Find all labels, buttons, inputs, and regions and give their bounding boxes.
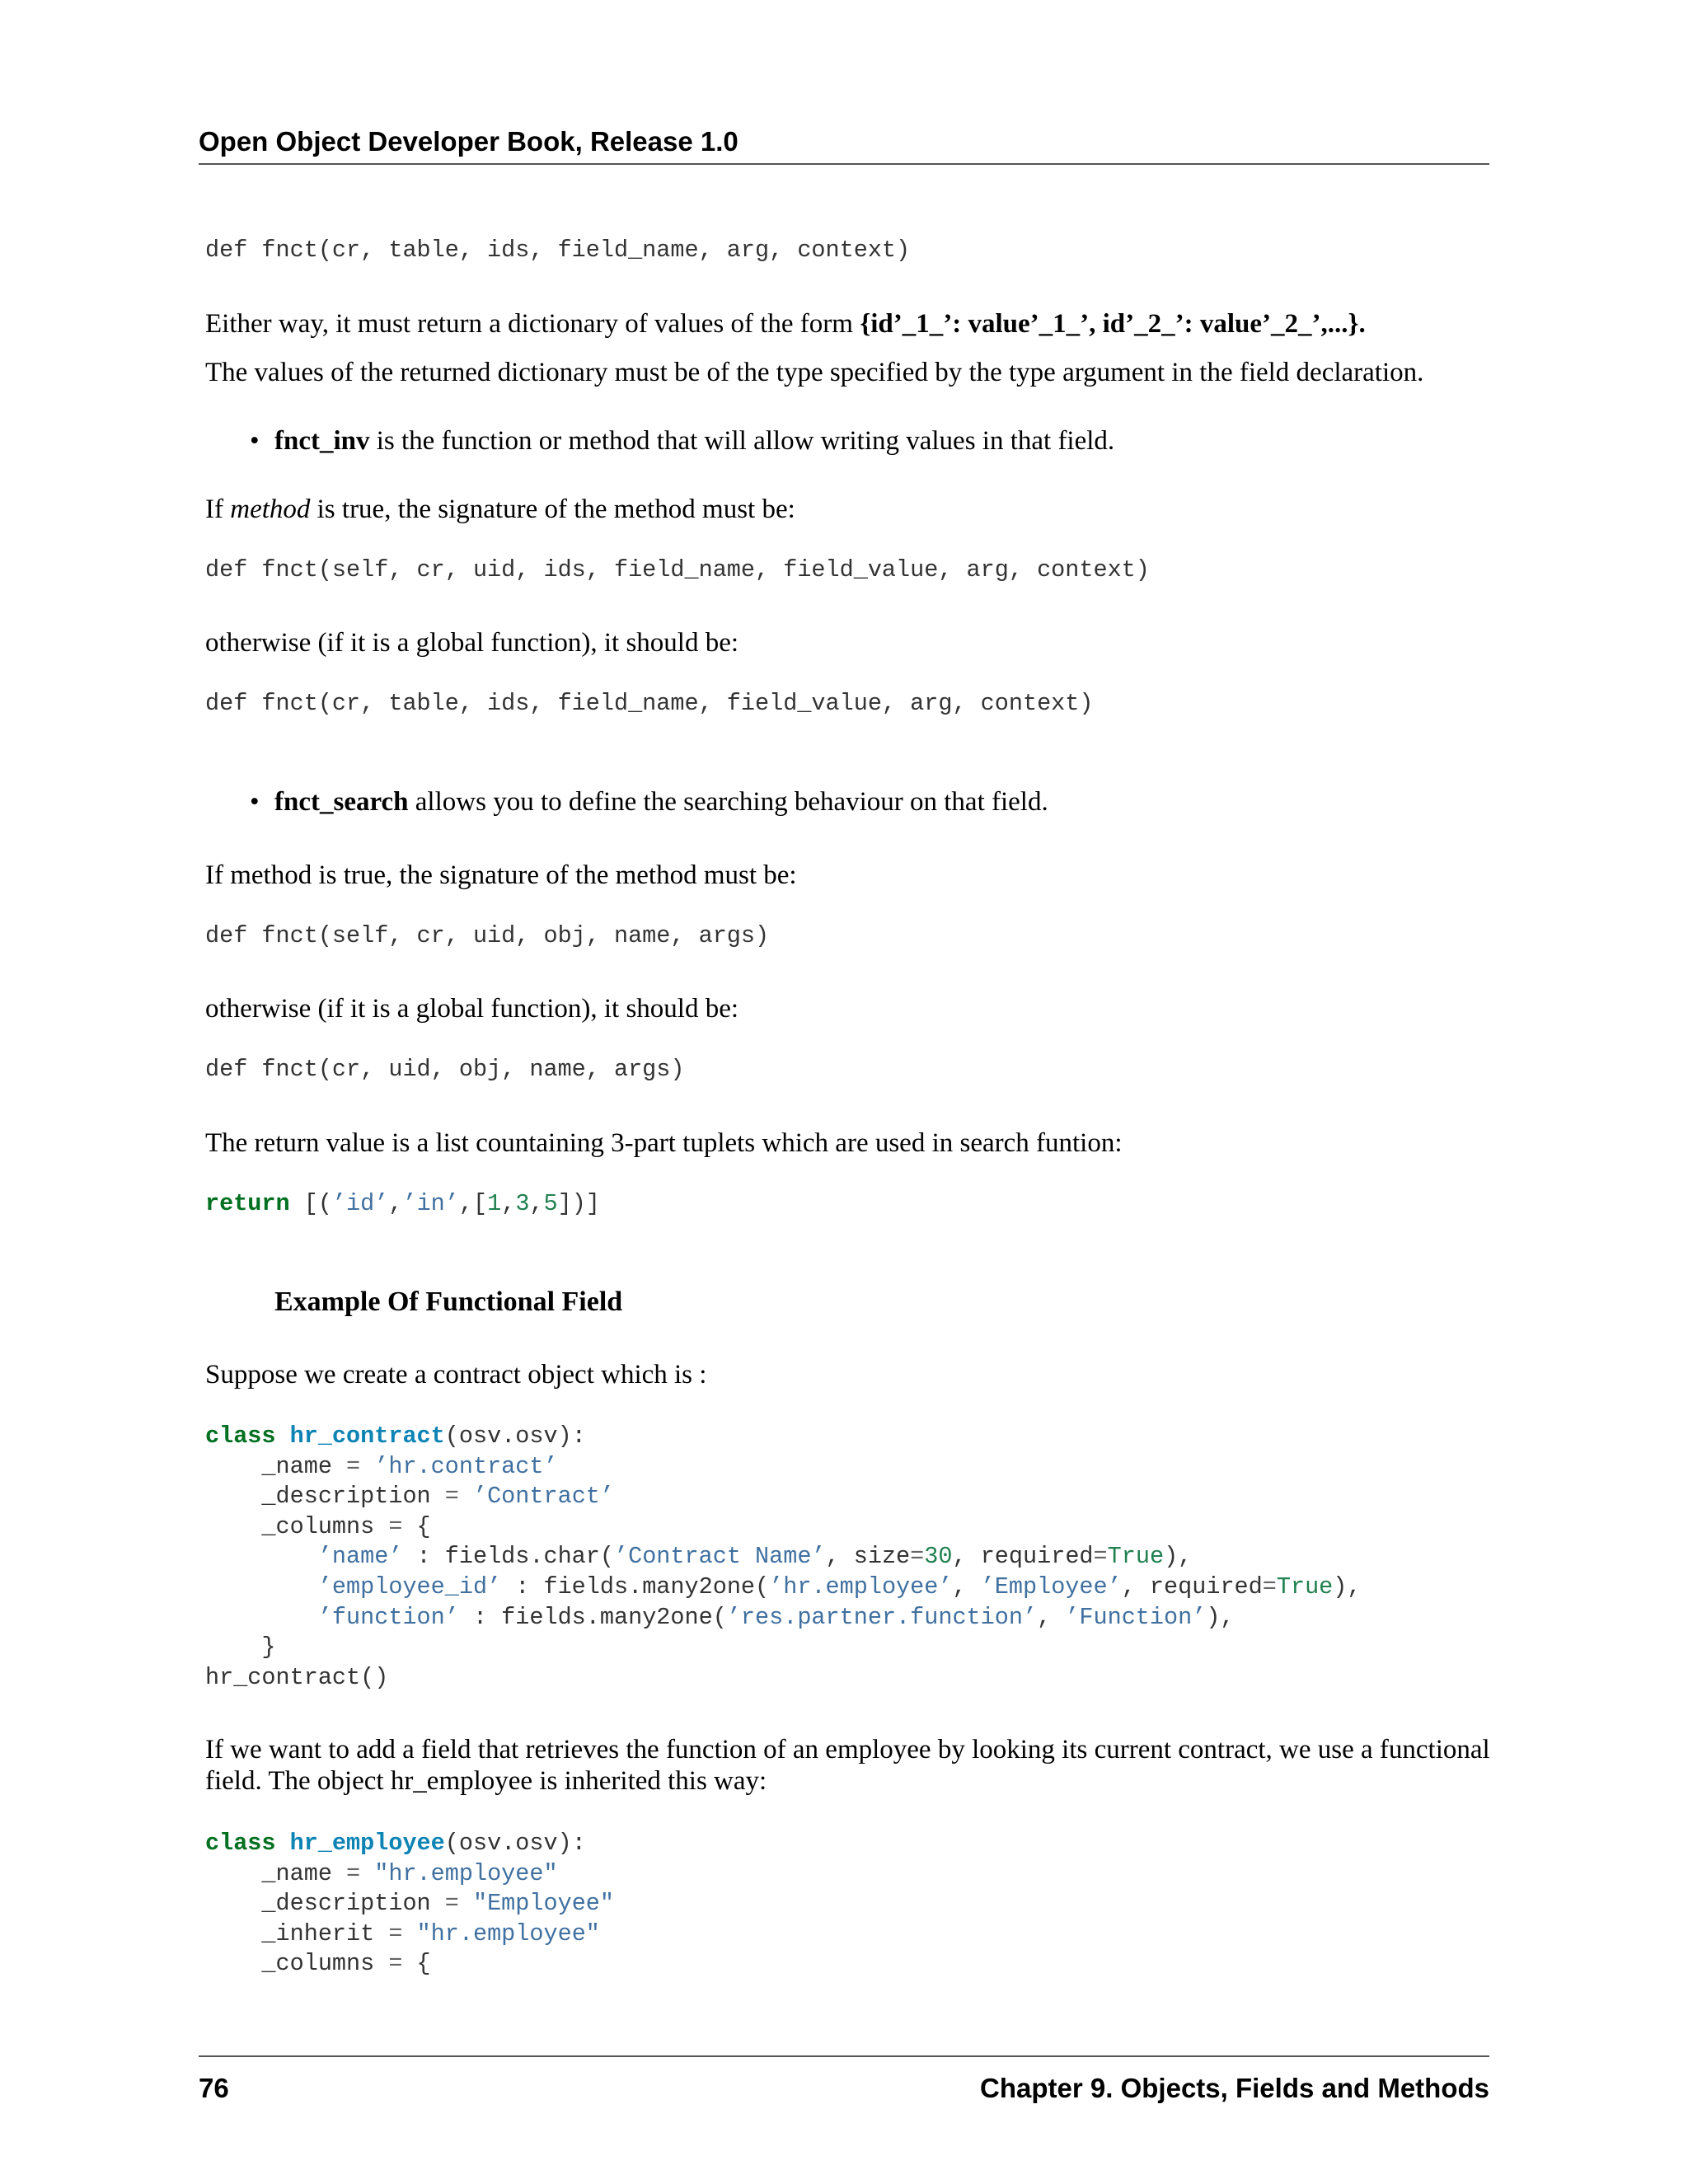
bullet-icon: • (250, 426, 260, 456)
code-block-hr-employee (205, 1829, 1499, 1980)
bullet-icon: • (250, 787, 260, 817)
paragraph-values: The values of the returned dictionary must be of the type specified by the type argument in the field declaration. (205, 358, 1424, 387)
bullet-term: fnct_inv (274, 426, 370, 456)
page-number: 76 (199, 2073, 229, 2103)
paragraph-text: If (205, 494, 231, 524)
paragraph-if-method-2: If method is true, the signature of the method must be: (205, 860, 797, 890)
paragraph-suppose: Suppose we create a contract object which is : (205, 1360, 707, 1390)
code-block-fnct-search-global (205, 1055, 1499, 1085)
code-block-fnct-search-method (205, 921, 1499, 952)
paragraph-text: is true, the signature of the method must be: (310, 494, 795, 524)
paragraph-text: Either way, it must return a dictionary of values of the form (205, 309, 860, 339)
emphasis-method: method (230, 494, 311, 524)
section-heading: Example Of Functional Field (274, 1286, 623, 1317)
code-block-fnct-inv-method (205, 555, 1499, 586)
bullet-fnct-search (250, 785, 1544, 818)
running-footer (199, 2055, 1489, 2105)
bullet-term: fnct_search (274, 787, 409, 817)
code-line: def fnct(cr, uid, obj, name, args) (205, 1056, 685, 1083)
code-line: def fnct(self, cr, uid, ids, field_name, field_value, arg, context) (205, 556, 1150, 583)
paragraph-either-way (205, 307, 1499, 340)
code-line: def fnct(self, cr, uid, obj, name, args) (205, 922, 770, 949)
code-block-hr-contract (205, 1422, 1499, 1693)
code-block-fnct-signature-global (205, 236, 1499, 266)
paragraph-otherwise-1: otherwise (if it is a global function), it should be: (205, 628, 739, 658)
dictionary-form: {id’_1_’: value’_1_’, id’_2_’: value’_2_’,...}. (860, 309, 1366, 339)
code-block-return (205, 1189, 1499, 1220)
bullet-fnct-inv (250, 424, 1544, 457)
code-block-fnct-inv-global (205, 689, 1499, 719)
code-line: def fnct(cr, table, ids, field_name, arg, context) (205, 237, 911, 264)
paragraph-return-value: The return value is a list countaining 3-part tuplets which are used in search funtion: (205, 1128, 1123, 1158)
paragraph-if-method (205, 493, 1499, 526)
code-listing: class hr_contract(osv.osv): _name = ’hr.contract’ _description = ’Contract’ _columns = { ’name’ : fields.char(’Contract Name’, size=30, required=True), ’employee_id’ : fields.many2one(’hr.employee’, ’Employee’, required=True), ’function’ : fields.many2one(’res.partner.function’, ’Function’), } hr_contract() (205, 1422, 1362, 1691)
bullet-text: allows you to define the searching behaviour on that field. (408, 787, 1048, 817)
paragraph-if-we-want: If we want to add a field that retrieves the function of an employee by looking its current contract, we use a functional field. The object hr_employee is inherited this way: (205, 1735, 1490, 1796)
paragraph-otherwise-2: otherwise (if it is a global function), it should be: (205, 994, 739, 1024)
running-header: Open Object Developer Book, Release 1.0 (199, 124, 1489, 165)
code-listing: class hr_employee(osv.osv): _name = "hr.employee" _description = "Employee" _inherit = "hr.employee" _columns = { (205, 1830, 614, 1978)
code-line: def fnct(cr, table, ids, field_name, field_value, arg, context) (205, 690, 1094, 717)
code-line: return [(’id’,’in’,[1,3,5])] (205, 1190, 600, 1217)
bullet-text: is the function or method that will allow writing values in that field. (369, 426, 1115, 456)
chapter-title: Chapter 9. Objects, Fields and Methods (980, 2073, 1489, 2103)
